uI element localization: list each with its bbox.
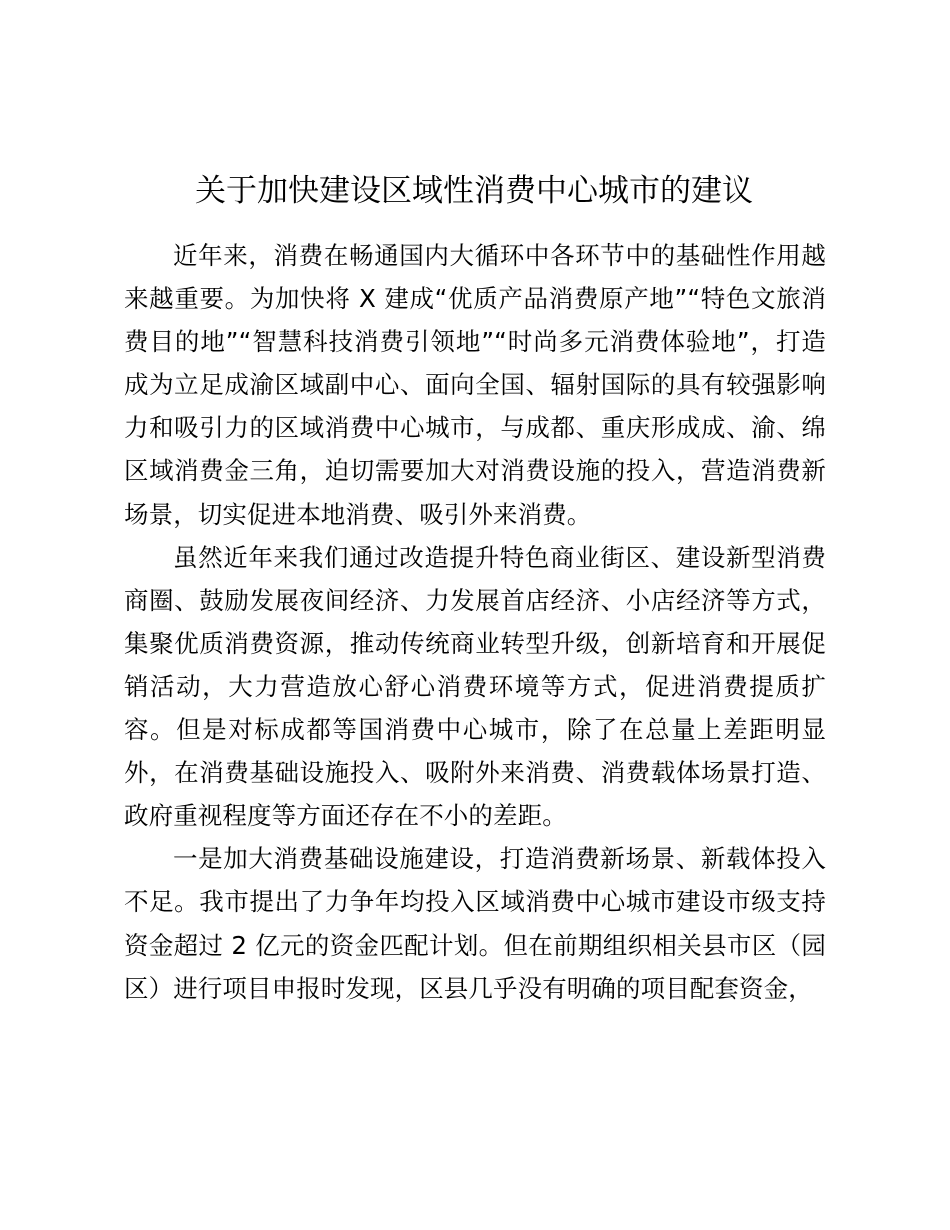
paragraph-issue-one: 一是加大消费基础设施建设，打造消费新场景、新载体投入不足。我市提出了力争年均投入区域消费中心城市建设市级支持资金超过 2 亿元的资金匹配计划。但在前期组织相关县市区（园区）进行项目申报时发现，区县几乎没有明确的项目配套资金， [124, 844, 826, 1003]
document-title: 关于加快建设区域性消费中心城市的建议 [195, 173, 753, 209]
paragraph-current-status: 虽然近年来我们通过改造提升特色商业街区、建设新型消费商圈、鼓励发展夜间经济、力发展首店经济、小店经济等方式，集聚优质消费资源，推动传统商业转型升级，创新培育和开展促销活动，大力营造放心舒心消费环境等方式，促进消费提质扩容。但是对标成都等国消费中心城市，除了在总量上差距明显外，在消费基础设施投入、吸附外来消费、消费载体场景打造、政府重视程度等方面还存在不小的差距。 [124, 542, 826, 831]
paragraph-intro: 近年来，消费在畅通国内大循环中各环节中的基础性作用越来越重要。为加快将 X 建成“优质产品消费原产地”“特色文旅消费目的地”“智慧科技消费引领地”“时尚多元消费体验地”，打造成为立足成渝区域副中心、面向全国、辐射国际的具有较强影响力和吸引力的区域消费中心城市，与成都、重庆形成成、渝、绵区域消费金三角，迫切需要加大对消费设施的投入，营造消费新场景，切实促进本地消费、吸引外来消费。 [124, 241, 826, 529]
document-body [124, 234, 826, 1010]
